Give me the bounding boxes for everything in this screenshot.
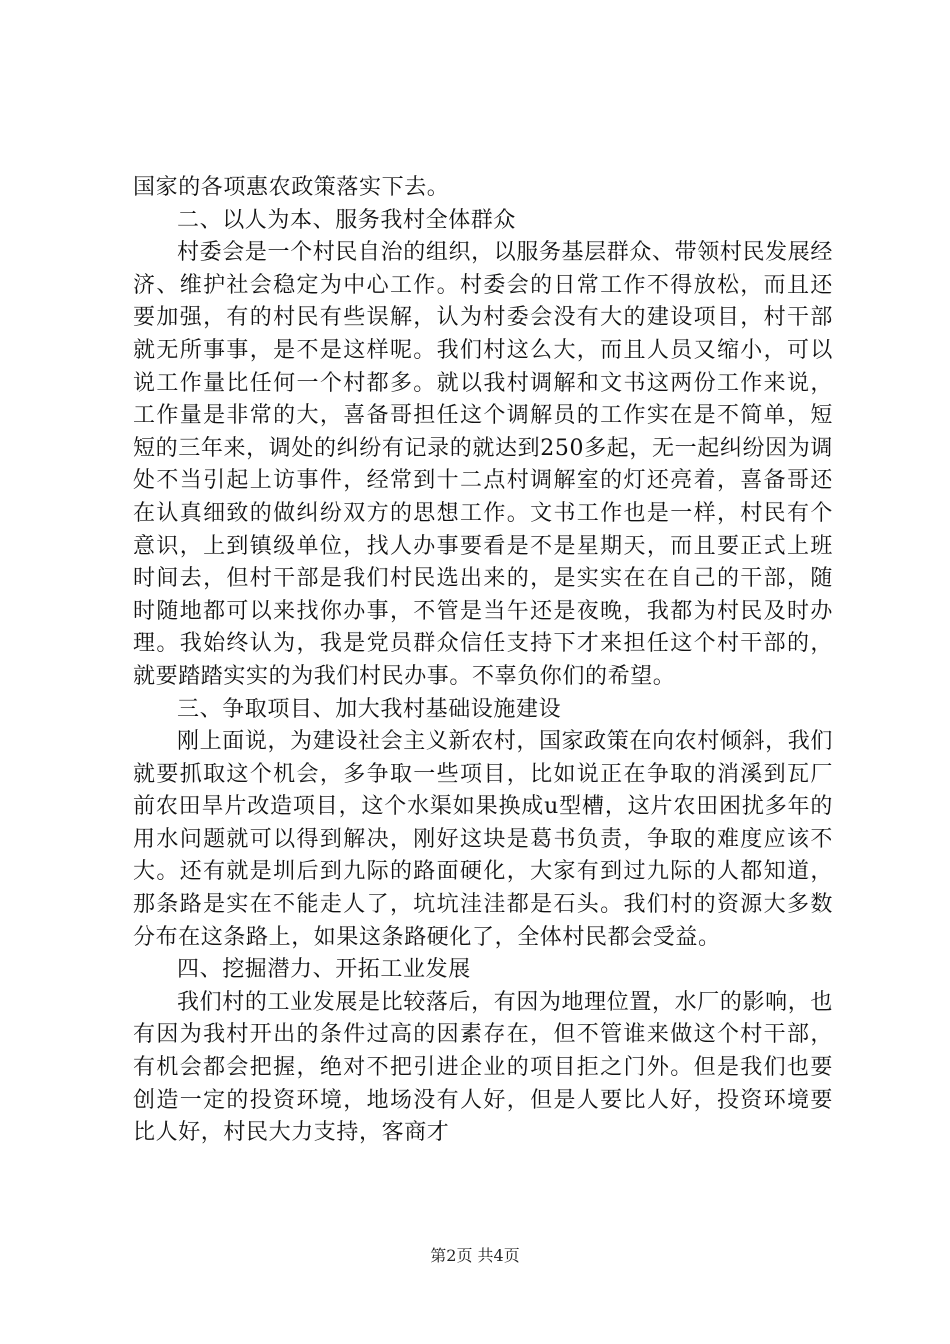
page-number-footer: 第2页 共4页 <box>430 1246 520 1265</box>
section-heading-3: 三、争取项目、加大我村基础设施建设 <box>177 696 562 722</box>
paragraph-village-committee: 村委会是一个村民自治的组织，以服务基层群众、带领村民发展经济、维护社会稳定为中心工作。村委会的日常工作不得放松，而且还要加强，有的村民有些误解，认为村委会没有大的建设项目，村干部就无所事事，是不是这样呢。我们村这么大，而且人员又缩小，可以说工作量比任何一个村都多。就以我村调解和文书这两份工作来说，工作量是非常的大，喜备哥担任这个调解员的工作实在是不简单，短短的三年来，调处的纠纷有记录的就达到250多起，无一起纠纷因为调处不当引起上访事件，经常到十二点村调解室的灯还亮着，喜备哥还在认真细致的做纠纷双方的思想工作。文书工作也是一样，村民有个意识，上到镇级单位，找人办事要看是不是星期天，而且要正式上班时间去，但村干部是我们村民选出来的，是实实在在自己的干部，随时随地都可以来找你办事，不管是当午还是夜晚，我都为村民及时办理。我始终认为，我是党员群众信任支持下才来担任这个村干部的，就要踏踏实实的为我们村民办事。不辜负你们的希望。 <box>133 240 833 689</box>
section-heading-2: 二、以人为本、服务我村全体群众 <box>177 207 517 233</box>
section-heading-4: 四、挖掘潜力、开拓工业发展 <box>177 957 471 983</box>
document-body <box>133 172 833 1150</box>
paragraph-projects: 刚上面说，为建设社会主义新农村，国家政策在向农村倾斜，我们就要抓取这个机会，多争取一些项目，比如说正在争取的消溪到瓦厂前农田旱片改造项目，这个水渠如果换成u型槽，这片农田困扰多年的用水问题就可以得到解决，刚好这块是葛书负责，争取的难度应该不大。还有就是圳后到九际的路面硬化，大家有到过九际的人都知道，那条路是实在不能走人了，坑坑洼洼都是石头。我们村的资源大多数分布在这条路上，如果这条路硬化了，全体村民都会受益。 <box>133 729 833 950</box>
paragraph-continuation: 国家的各项惠农政策落实下去。 <box>133 175 450 200</box>
paragraph-industry: 我们村的工业发展是比较落后，有因为地理位置，水厂的影响，也有因为我村开出的条件过高的因素存在，但不管谁来做这个村干部，有机会都会把握，绝对不把引进企业的项目拒之门外。但是我们也要创造一定的投资环境，地场没有人好，但是人要比人好，投资环境要比人好，村民大力支持，客商才 <box>133 989 833 1146</box>
